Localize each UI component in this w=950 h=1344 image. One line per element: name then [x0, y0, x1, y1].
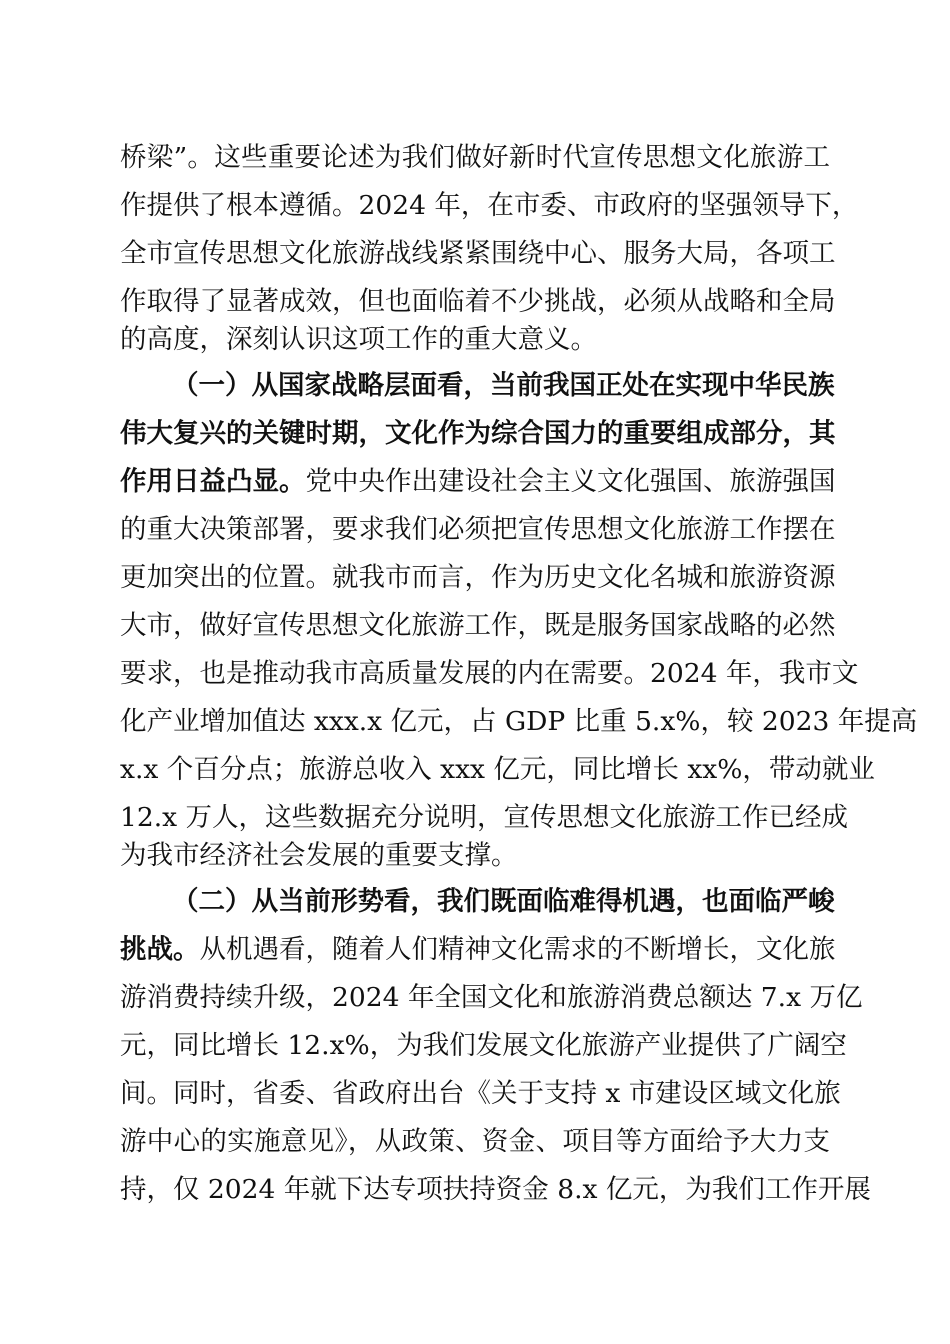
text-line	[120, 929, 836, 971]
text-line: 大市，做好宣传思想文化旅游工作，既是服务国家战略的必然	[120, 610, 836, 641]
text-line	[120, 461, 836, 503]
text-line: 桥梁”。这些重要论述为我们做好新时代宣传思想文化旅游工	[120, 142, 830, 173]
body-text: 党中央作出建设社会主义文化强国、旅游强国	[305, 466, 836, 497]
text-line: 游消费持续升级，2024 年全国文化和旅游消费总额达 7.x 万亿	[120, 982, 863, 1013]
heading-text: 挑战。	[120, 934, 200, 965]
heading-text: 伟大复兴的关键时期，文化作为综合国力的重要组成部分，其	[120, 418, 836, 449]
text-line: 化产业增加值达 xxx.x 亿元，占 GDP 比重 5.x%，较 2023 年提高	[120, 706, 918, 737]
body-text: 从机遇看，随着人们精神文化需求的不断增长，文化旅	[199, 934, 836, 965]
text-line: x.x 个百分点；旅游总收入 xxx 亿元，同比增长 xx%，带动就业	[120, 754, 875, 785]
text-line: 持，仅 2024 年就下达专项扶持资金 8.x 亿元，为我们工作开展	[120, 1174, 871, 1205]
text-line: 作取得了显著成效，但也面临着不少挑战，必须从战略和全局	[120, 286, 836, 317]
heading-text: 作用日益凸显。	[120, 466, 306, 497]
text-line: 更加突出的位置。就我市而言，作为历史文化名城和旅游资源	[120, 562, 836, 593]
text-line: 为我市经济社会发展的重要支撑。	[120, 840, 518, 871]
text-line: 12.x 万人，这些数据充分说明，宣传思想文化旅游工作已经成	[120, 802, 849, 833]
text-line: 要求，也是推动我市高质量发展的内在需要。2024 年，我市文	[120, 658, 859, 689]
text-line: 元，同比增长 12.x%，为我们发展文化旅游产业提供了广阔空	[120, 1030, 847, 1061]
text-line: 全市宣传思想文化旅游战线紧紧围绕中心、服务大局，各项工	[120, 238, 836, 269]
text-line: 的高度，深刻认识这项工作的重大意义。	[120, 324, 597, 355]
section-heading-1	[172, 365, 835, 407]
heading-text: （一）从国家战略层面看，当前我国正处在实现中华民族	[172, 370, 835, 401]
section-heading-2	[172, 881, 835, 923]
text-line	[120, 413, 836, 455]
text-line: 作提供了根本遵循。2024 年，在市委、市政府的坚强领导下，	[120, 190, 859, 221]
text-line: 间。同时，省委、省政府出台《关于支持 x 市建设区域文化旅	[120, 1078, 841, 1109]
text-line: 的重大决策部署，要求我们必须把宣传思想文化旅游工作摆在	[120, 514, 836, 545]
text-line: 游中心的实施意见》，从政策、资金、项目等方面给予大力支	[120, 1126, 830, 1157]
heading-text: （二）从当前形势看，我们既面临难得机遇，也面临严峻	[172, 886, 835, 917]
